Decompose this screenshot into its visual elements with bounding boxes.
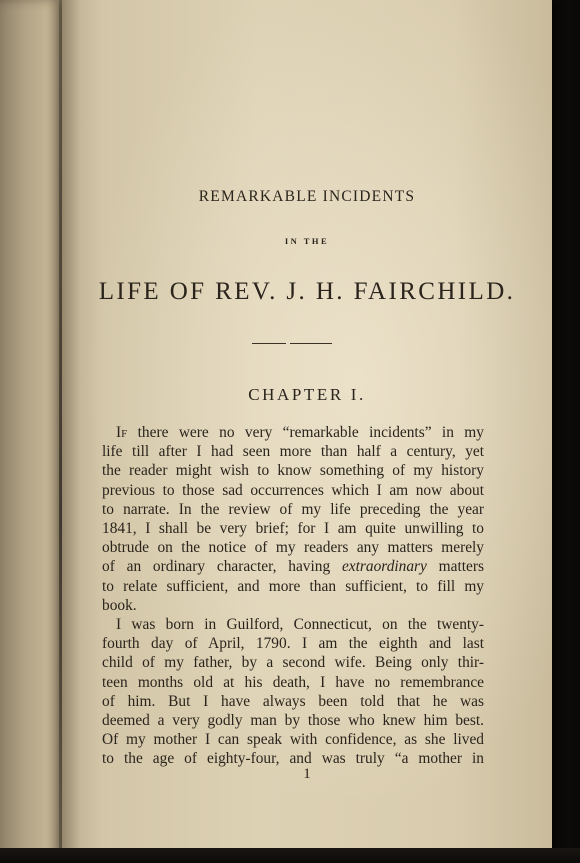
text-line: of him. But I have always been told that he was (102, 692, 484, 710)
page-number: 1 (303, 766, 311, 782)
emphasis-word: extraordinary (341, 558, 427, 576)
text-line: child of my father, by a second wife. Being only thir- (102, 654, 484, 672)
text-line: the reader might wish to know something of my history (102, 462, 484, 480)
text-line: life till after I had seen more than half a century, yet (102, 443, 484, 461)
ornamental-rule-right (290, 343, 332, 344)
text-line: 1841, I shall be very brief; for I am quite unwilling to (102, 520, 484, 538)
book-page-edges (0, 0, 62, 863)
text-line: obtrude on the notice of my readers any matters merely (102, 539, 484, 557)
text-line: If there were no very “remarkable incidents” in my (116, 424, 484, 441)
heading-large: LIFE OF REV. J. H. FAIRCHILD. (98, 278, 516, 305)
text-line: to relate sufficient, and more than sufficient, to fill my (102, 577, 484, 595)
text-line: fourth day of April, 1790. I am the eighth and last (102, 635, 484, 653)
table-surface (0, 848, 580, 863)
book-page (62, 0, 552, 848)
body-text (102, 423, 484, 769)
text-line: teen months old at his death, I have no remembrance (102, 673, 484, 691)
text-line: I was born in Guilford, Connecticut, on the twenty- (116, 616, 484, 634)
heading-connector: IN THE (284, 236, 330, 246)
text-line: Of my mother I can speak with confidence, as she lived (102, 731, 484, 749)
first-word: If (116, 424, 128, 441)
chapter-title: CHAPTER I. (248, 385, 366, 404)
heading-small: REMARKABLE INCIDENTS (198, 188, 416, 205)
text-line: book. (102, 596, 137, 614)
text-line: to the age of eighty-four, and was truly “a mother in (102, 750, 484, 768)
ornamental-rule-left (252, 343, 286, 344)
text-line: deemed a very godly man by those who knew him best. (102, 712, 484, 730)
text-line: previous to those sad occurrences which I am now about (102, 481, 484, 499)
text-line: of an ordinary character, having extraordinary matters (102, 558, 484, 576)
text-line: to narrate. In the review of my life preceding the year (102, 500, 484, 518)
